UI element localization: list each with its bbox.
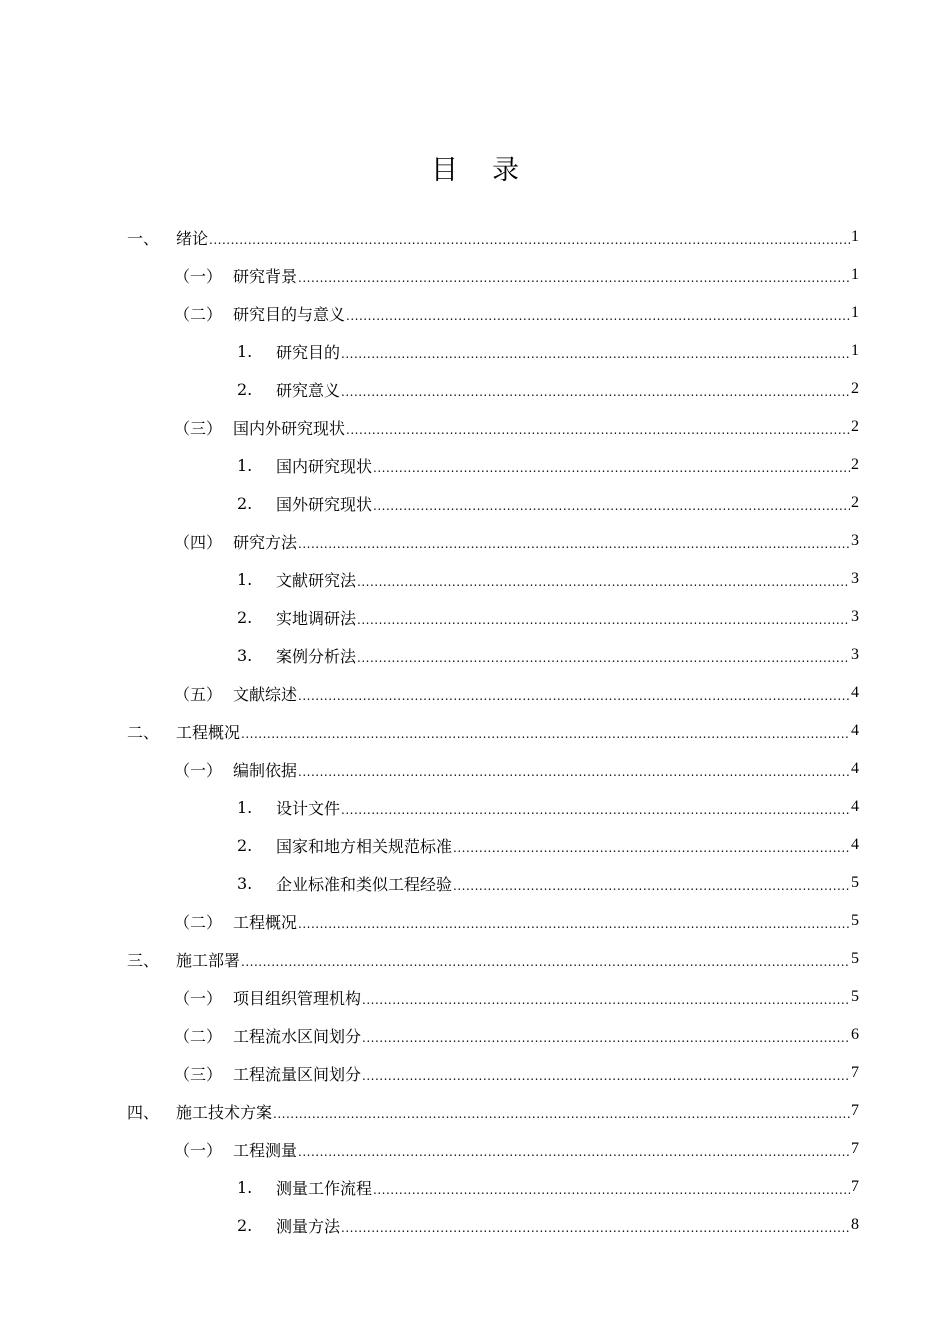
toc-entry[interactable] (174, 1054, 859, 1092)
toc-dot-leader (298, 765, 850, 779)
toc-entry-number: （三） (174, 418, 223, 438)
toc-entry-page: 7 (851, 1102, 859, 1119)
toc-entry-number: （一） (174, 988, 223, 1008)
toc-entry-number: 1. (237, 1177, 253, 1197)
toc-entry[interactable] (174, 1130, 859, 1168)
toc-entry-page: 2 (851, 494, 859, 511)
toc-dot-leader (298, 689, 850, 703)
toc-entry-page: 2 (851, 456, 859, 473)
toc-entry-page: 3 (851, 646, 859, 663)
toc-entry-page: 4 (851, 760, 859, 777)
toc-entry-number: 1. (237, 569, 253, 589)
toc-entry-number: （二） (174, 304, 223, 324)
toc-dot-leader (298, 917, 850, 931)
toc-entry[interactable] (127, 712, 859, 750)
toc-dot-leader (241, 955, 850, 969)
toc-dot-leader (346, 309, 850, 323)
toc-entry-number: 2. (237, 493, 253, 513)
toc-entry-page: 2 (851, 418, 859, 435)
toc-entry[interactable] (127, 218, 859, 256)
toc-entry-label: 企业标准和类似工程经验 (276, 874, 453, 894)
toc-entry-page: 4 (851, 722, 859, 739)
toc-entry-number: 2. (237, 1215, 253, 1235)
toc-entry[interactable] (174, 522, 859, 560)
toc-entry-page: 4 (851, 684, 859, 701)
toc-entry-page: 8 (851, 1216, 859, 1233)
toc-dot-leader (357, 575, 850, 589)
toc-entry-page: 7 (851, 1178, 859, 1195)
toc-title-char: 录 (492, 155, 519, 186)
toc-entry-number: （二） (174, 1026, 223, 1046)
toc-entry-page: 4 (851, 798, 859, 815)
toc-entry-label: 文献综述 (233, 684, 298, 704)
toc-entry[interactable] (237, 446, 859, 484)
toc-entry-number: 2. (237, 379, 253, 399)
toc-entry-number: （三） (174, 1064, 223, 1084)
toc-dot-leader (362, 1069, 850, 1083)
toc-dot-leader (453, 841, 850, 855)
toc-entry-page: 4 (851, 836, 859, 853)
toc-entry-label: 国家和地方相关规范标准 (276, 836, 453, 856)
toc-entry-number: （一） (174, 760, 223, 780)
toc-entry[interactable] (127, 1092, 859, 1130)
toc-dot-leader (362, 1031, 850, 1045)
toc-dot-leader (357, 651, 850, 665)
toc-entry-label: 工程测量 (233, 1140, 298, 1160)
toc-entry[interactable] (174, 1016, 859, 1054)
toc-entry-number: （二） (174, 912, 223, 932)
toc-entry-label: 文献研究法 (276, 570, 357, 590)
toc-title (0, 148, 950, 187)
toc-dot-leader (453, 879, 850, 893)
toc-entry-label: 研究意义 (276, 380, 341, 400)
toc-entry-number: 1. (237, 341, 253, 361)
toc-entry-number: 2. (237, 835, 253, 855)
toc-entry[interactable] (174, 408, 859, 446)
toc-dot-leader (373, 461, 850, 475)
toc-entry-page: 1 (851, 266, 859, 283)
toc-entry-number: （四） (174, 532, 223, 552)
toc-dot-leader (362, 993, 850, 1007)
toc-entry[interactable] (237, 1168, 859, 1206)
toc-entry-label: 编制依据 (233, 760, 298, 780)
toc-entry[interactable] (174, 256, 859, 294)
toc-entry-number: （五） (174, 684, 223, 704)
toc-entry-label: 工程流水区间划分 (233, 1026, 362, 1046)
toc-entry[interactable] (237, 1206, 859, 1244)
toc-dot-leader (341, 803, 850, 817)
toc-entry-number: （一） (174, 266, 223, 286)
toc-entry-page: 5 (851, 988, 859, 1005)
toc-dot-leader (298, 537, 850, 551)
toc-entry-number: 四、 (127, 1102, 160, 1122)
toc-dot-leader (298, 271, 850, 285)
toc-dot-leader (298, 1145, 850, 1159)
toc-entry-label: 绪论 (176, 228, 209, 248)
toc-entry-label: 研究背景 (233, 266, 298, 286)
toc-entry[interactable] (237, 636, 859, 674)
toc-entry-page: 2 (851, 380, 859, 397)
toc-dot-leader (241, 727, 850, 741)
toc-entry-number: 3. (237, 645, 253, 665)
toc-dot-leader (209, 233, 850, 247)
toc-entry-page: 7 (851, 1140, 859, 1157)
toc-entry-label: 设计文件 (276, 798, 341, 818)
toc-dot-leader (341, 385, 850, 399)
toc-entry-label: 施工部署 (176, 950, 241, 970)
toc-entry-page: 6 (851, 1026, 859, 1043)
toc-entry-label: 测量工作流程 (276, 1178, 373, 1198)
toc-entry-label: 实地调研法 (276, 608, 357, 628)
toc-entry[interactable] (237, 484, 859, 522)
toc-entry-number: 一、 (127, 228, 160, 248)
toc-entry-label: 工程概况 (233, 912, 298, 932)
toc-entry[interactable] (127, 940, 859, 978)
toc-entry-label: 研究目的与意义 (233, 304, 346, 324)
toc-entry[interactable] (174, 674, 859, 712)
toc-entry-label: 国外研究现状 (276, 494, 373, 514)
toc-entry-label: 国内外研究现状 (233, 418, 346, 438)
toc-entry-page: 1 (851, 342, 859, 359)
toc-entry-label: 案例分析法 (276, 646, 357, 666)
toc-entry-label: 研究目的 (276, 342, 341, 362)
toc-entry-number: 1. (237, 797, 253, 817)
toc-entry-number: 三、 (127, 950, 160, 970)
toc-dot-leader (341, 347, 850, 361)
toc-entry-label: 测量方法 (276, 1216, 341, 1236)
toc-entry-page: 1 (851, 304, 859, 321)
toc-entry[interactable] (237, 598, 859, 636)
toc-entry[interactable] (174, 902, 859, 940)
toc-dot-leader (346, 423, 850, 437)
toc-entry[interactable] (237, 864, 859, 902)
toc-entry-page: 5 (851, 950, 859, 967)
toc-entry[interactable] (237, 788, 859, 826)
toc-dot-leader (373, 1183, 850, 1197)
toc-entry[interactable] (237, 826, 859, 864)
toc-title-char: 目 (431, 155, 458, 186)
toc-entry-label: 项目组织管理机构 (233, 988, 362, 1008)
toc-entry-label: 工程流量区间划分 (233, 1064, 362, 1084)
toc-entry[interactable] (174, 978, 859, 1016)
toc-entry[interactable] (237, 332, 859, 370)
toc-entry-page: 1 (851, 228, 859, 245)
toc-entry-number: 3. (237, 873, 253, 893)
toc-entry-number: 2. (237, 607, 253, 627)
toc-entry-page: 5 (851, 874, 859, 891)
toc-dot-leader (373, 499, 850, 513)
toc-dot-leader (341, 1221, 850, 1235)
toc-entry-label: 工程概况 (176, 722, 241, 742)
toc-entry-number: （一） (174, 1140, 223, 1160)
toc-entry-page: 5 (851, 912, 859, 929)
toc-dot-leader (273, 1107, 850, 1121)
toc-entry[interactable] (174, 294, 859, 332)
toc-entry-page: 3 (851, 532, 859, 549)
toc-entry-page: 3 (851, 608, 859, 625)
toc-dot-leader (357, 613, 850, 627)
toc-entry-page: 7 (851, 1064, 859, 1081)
toc-entry[interactable] (174, 750, 859, 788)
toc-entry-label: 施工技术方案 (176, 1102, 273, 1122)
toc-entry[interactable] (237, 560, 859, 598)
toc-entry-label: 研究方法 (233, 532, 298, 552)
toc-entry[interactable] (237, 370, 859, 408)
toc-entry-label: 国内研究现状 (276, 456, 373, 476)
toc-entry-number: 1. (237, 455, 253, 475)
toc-entry-page: 3 (851, 570, 859, 587)
toc-entry-number: 二、 (127, 722, 160, 742)
